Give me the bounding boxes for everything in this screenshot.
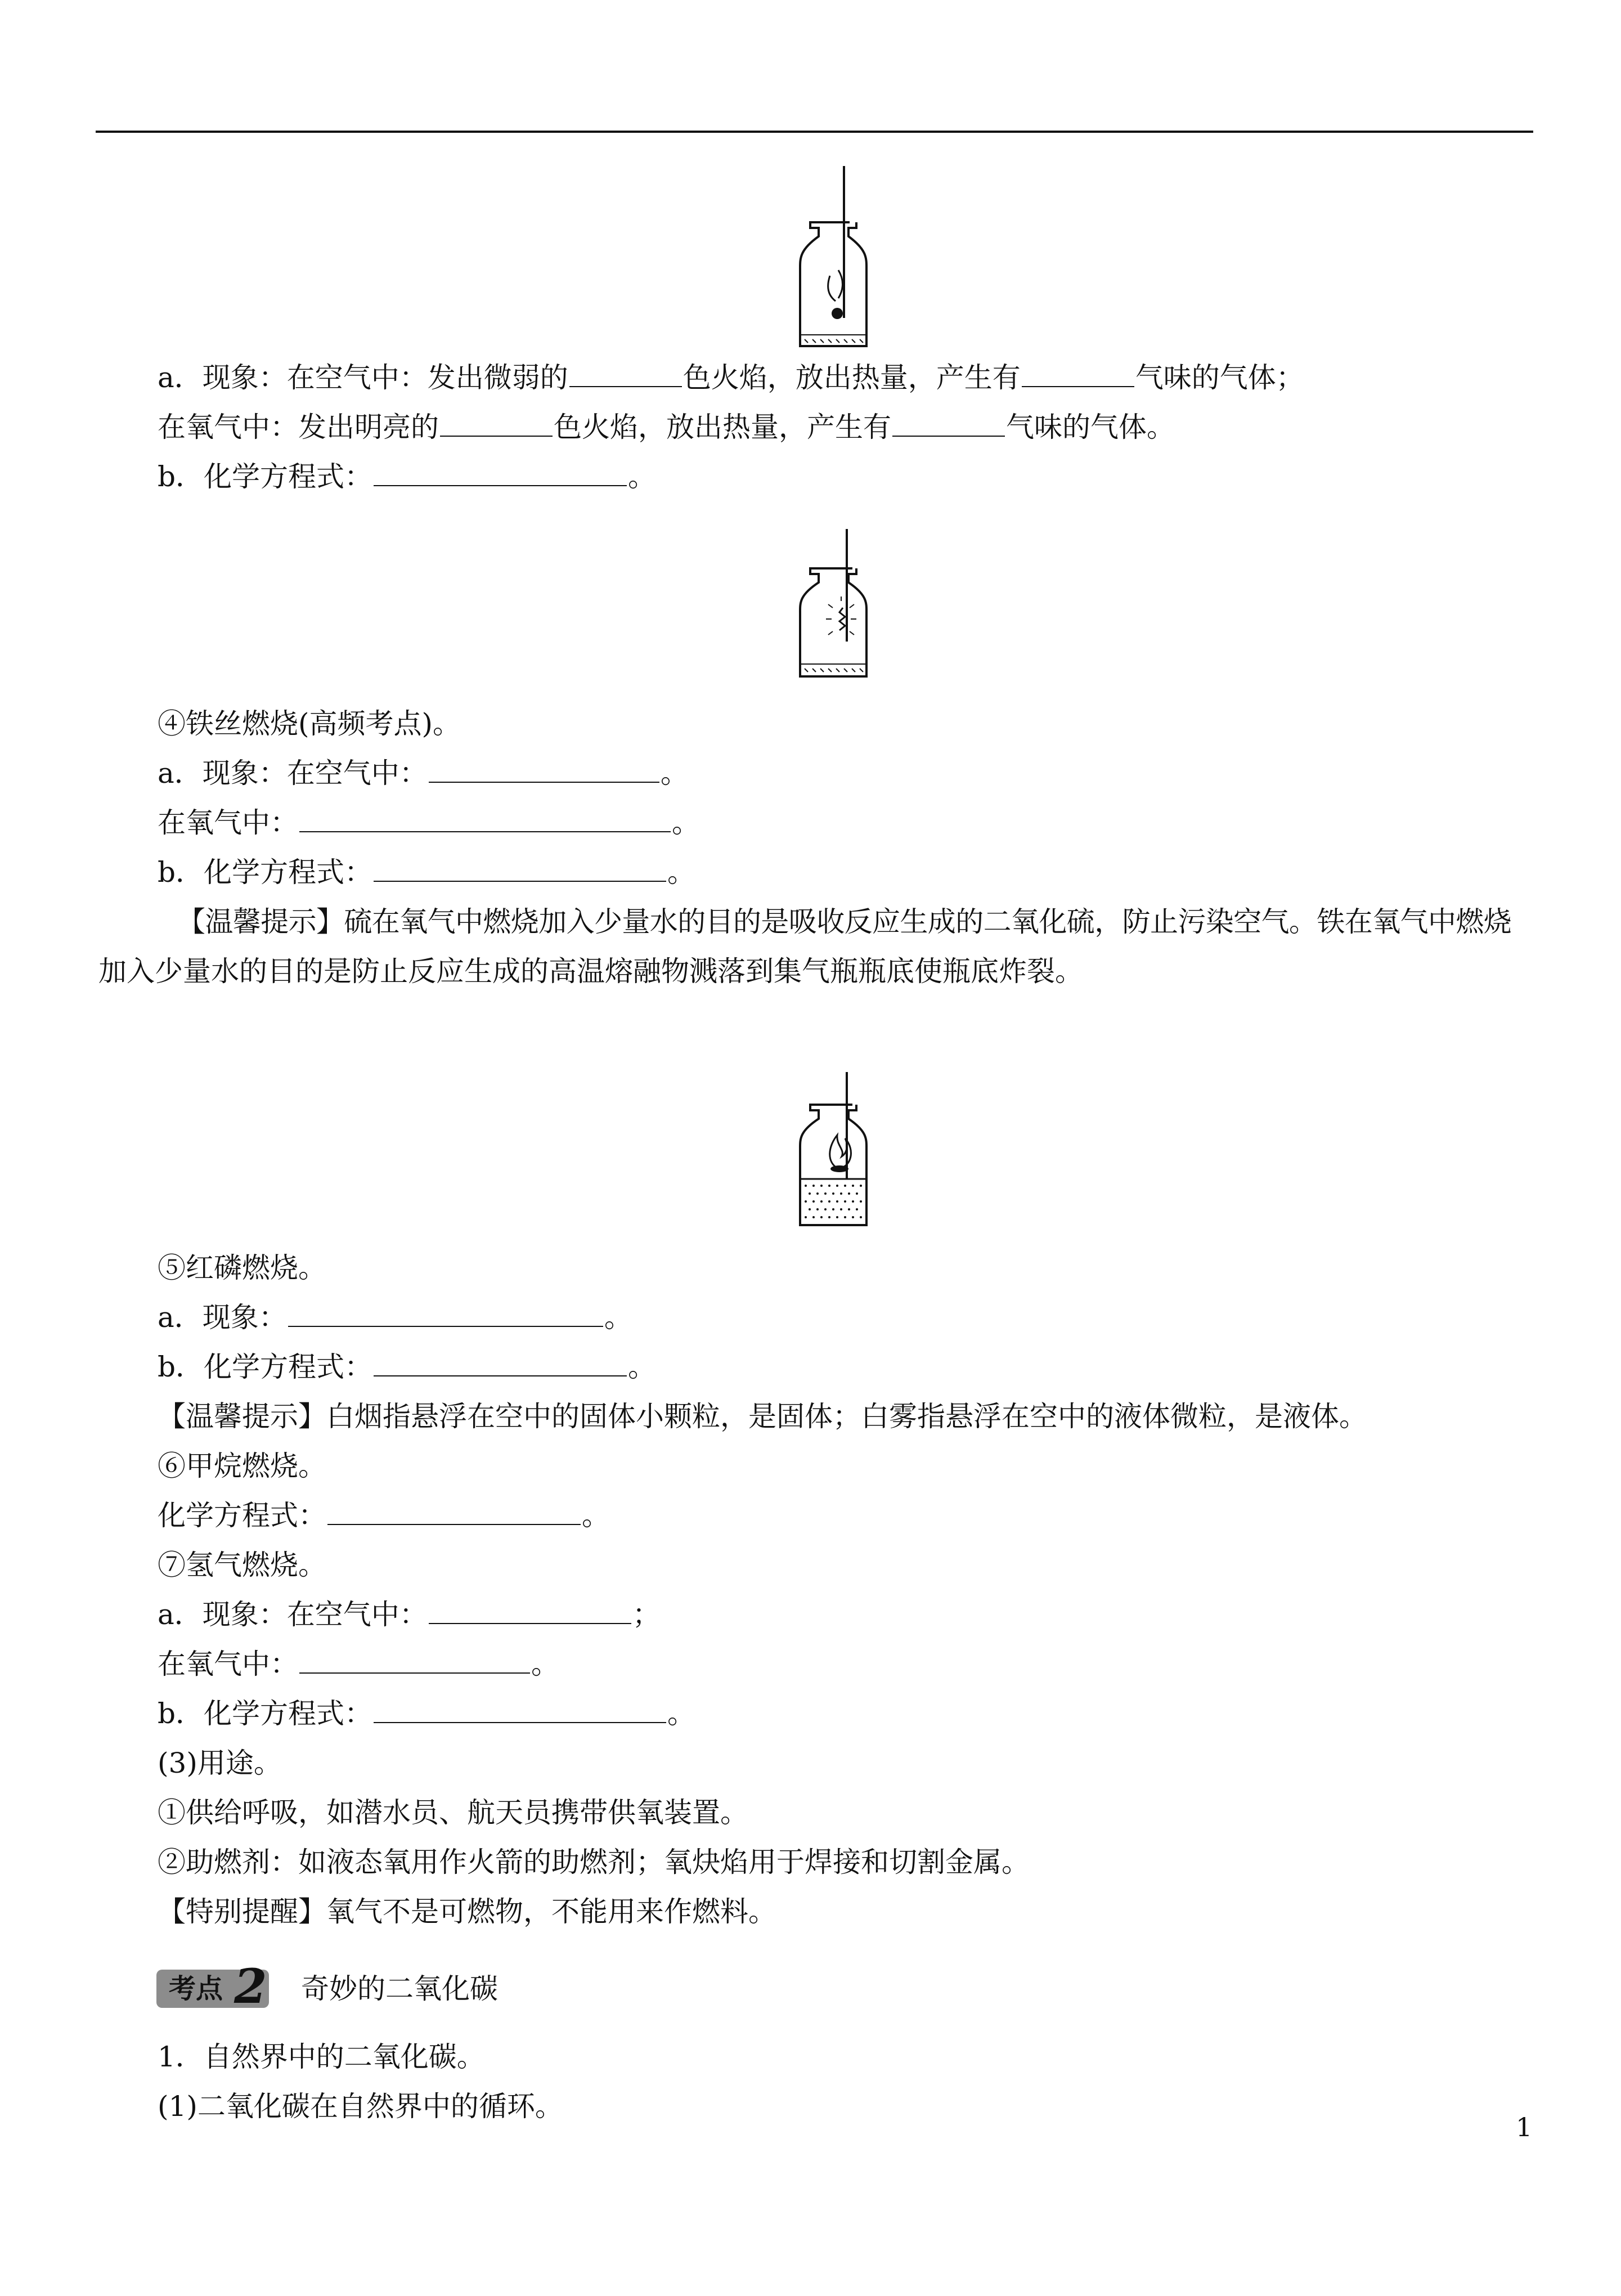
hydrogen-equation	[158, 1696, 695, 1731]
use-combustion-aid-text: ②助燃剂：如液态氧用作火箭的助燃剂；氧炔焰用于焊接和切割金属。	[158, 1846, 1030, 1878]
iron-air-period: 。	[660, 757, 689, 790]
special-reminder	[158, 1894, 776, 1929]
iron-oxygen-prefix: 在氧气中：	[158, 806, 298, 839]
section-title: 奇妙的二氧化碳	[301, 1972, 498, 2005]
phosphorus-equation-blank[interactable]	[374, 1353, 627, 1376]
methane-equation-prefix: 化学方程式：	[158, 1499, 326, 1532]
phosphorus-phenomenon-period: 。	[604, 1301, 632, 1334]
co2-nature-text: 1．自然界中的二氧化碳。	[158, 2041, 485, 2073]
methane-equation-blank[interactable]	[327, 1501, 581, 1525]
hydrogen-equation-blank[interactable]	[374, 1699, 666, 1723]
iron-title	[158, 706, 461, 741]
phosphorus-equation	[158, 1349, 656, 1384]
page-number: 1	[1516, 2112, 1533, 2142]
sulfur-air-color-blank[interactable]	[569, 364, 682, 387]
sulfur-air-mid: 色火焰，放出热量，产生有	[682, 361, 1021, 394]
hydrogen-title-text: ⑦氢气燃烧。	[158, 1549, 326, 1581]
methane-equation	[158, 1498, 610, 1533]
sulfur-equation	[158, 459, 656, 494]
phosphorus-phenomenon-prefix: a．现象：	[158, 1301, 287, 1334]
sulfur-oxygen-prefix: 在氧气中：发出明亮的	[158, 411, 439, 443]
hydrogen-air-semicolon: ；	[632, 1598, 661, 1631]
tip-sulfur-iron-cont-text: 加入少量水的目的是防止反应生成的高温熔融物溅落到集气瓶瓶底使瓶底炸裂。	[98, 955, 1083, 988]
hydrogen-oxygen-prefix: 在氧气中：	[158, 1648, 298, 1680]
tip-sulfur-iron	[177, 904, 1511, 939]
iron-oxygen-period: 。	[672, 806, 700, 839]
hydrogen-phenomenon-oxygen	[158, 1647, 559, 1681]
iron-oxygen-blank[interactable]	[299, 809, 671, 832]
section-badge	[156, 1958, 269, 2014]
sulfur-oxygen-smell-blank[interactable]	[892, 413, 1005, 437]
iron-equation-blank[interactable]	[374, 858, 666, 882]
sulfur-oxygen-color-blank[interactable]	[440, 413, 553, 437]
hydrogen-air-prefix: a．现象：在空气中：	[158, 1598, 428, 1631]
iron-equation-period: 。	[667, 856, 696, 889]
iron-phenomenon-air	[158, 756, 689, 791]
phosphorus-phenomenon-blank[interactable]	[288, 1303, 603, 1327]
phosphorus-bottle-figure	[793, 1072, 878, 1230]
sulfur-equation-blank[interactable]	[374, 463, 627, 486]
methane-equation-period: 。	[582, 1499, 610, 1532]
hydrogen-air-blank[interactable]	[429, 1600, 631, 1624]
co2-cycle	[158, 2089, 563, 2124]
tip-smoke-fog-text: 【温馨提示】白烟指悬浮在空中的固体小颗粒，是固体；白雾指悬浮在空中的液体微粒，是液体。	[158, 1400, 1367, 1433]
use-breathing	[158, 1795, 748, 1830]
hydrogen-equation-prefix: b．化学方程式：	[158, 1697, 373, 1730]
uses-title	[158, 1746, 282, 1781]
use-breathing-text: ①供给呼吸，如潜水员、航天员携带供氧装置。	[158, 1796, 748, 1829]
co2-nature	[158, 2039, 485, 2074]
iron-air-blank[interactable]	[429, 759, 659, 783]
sulfur-air-prefix: a．现象：在空气中：发出微弱的	[158, 361, 568, 394]
section-badge-number: 2	[234, 1958, 267, 2014]
phosphorus-equation-period: 。	[628, 1351, 657, 1383]
iron-title-text: ④铁丝燃烧(高频考点)。	[158, 707, 461, 740]
header-rule	[96, 131, 1533, 133]
special-reminder-text: 【特别提醒】氧气不是可燃物，不能用来作燃料。	[158, 1895, 776, 1928]
phosphorus-title-text: ⑤红磷燃烧。	[158, 1252, 326, 1284]
phosphorus-equation-prefix: b．化学方程式：	[158, 1351, 373, 1383]
use-combustion-aid	[158, 1845, 1030, 1880]
iron-phenomenon-oxygen	[158, 805, 700, 840]
sulfur-phenomenon-oxygen	[158, 410, 1175, 445]
uses-title-text: (3)用途。	[158, 1747, 282, 1779]
methane-title	[158, 1449, 326, 1483]
sulfur-phenomenon-air	[158, 360, 1304, 395]
iron-bottle-figure	[793, 529, 878, 681]
sulfur-equation-prefix: b．化学方程式：	[158, 460, 373, 493]
hydrogen-equation-period: 。	[667, 1697, 696, 1730]
phosphorus-phenomenon	[158, 1300, 632, 1335]
hydrogen-oxygen-blank[interactable]	[299, 1650, 530, 1674]
hydrogen-title	[158, 1548, 326, 1582]
phosphorus-title	[158, 1250, 326, 1285]
hydrogen-oxygen-period: 。	[531, 1648, 559, 1680]
section-badge-label: 考点	[169, 1973, 223, 2004]
iron-equation	[158, 855, 695, 890]
sulfur-bottle-figure	[793, 166, 878, 352]
tip-sulfur-iron-text: 【温馨提示】硫在氧气中燃烧加入少量水的目的是吸收反应生成的二氧化硫，防止污染空气。铁在氧气中燃烧	[177, 905, 1512, 938]
iron-air-prefix: a．现象：在空气中：	[158, 757, 428, 790]
sulfur-air-smell-blank[interactable]	[1022, 364, 1134, 387]
sulfur-oxygen-mid: 色火焰，放出热量，产生有	[554, 411, 891, 443]
sulfur-air-end: 气味的气体；	[1135, 361, 1304, 394]
tip-smoke-fog	[158, 1399, 1367, 1434]
hydrogen-phenomenon-air	[158, 1597, 661, 1632]
tip-sulfur-iron-cont	[98, 954, 1083, 989]
methane-title-text: ⑥甲烷燃烧。	[158, 1450, 326, 1482]
iron-equation-prefix: b．化学方程式：	[158, 856, 373, 889]
sulfur-oxygen-end: 气味的气体。	[1006, 411, 1175, 443]
sulfur-equation-period: 。	[628, 460, 657, 493]
co2-cycle-text: (1)二氧化碳在自然界中的循环。	[158, 2090, 563, 2123]
